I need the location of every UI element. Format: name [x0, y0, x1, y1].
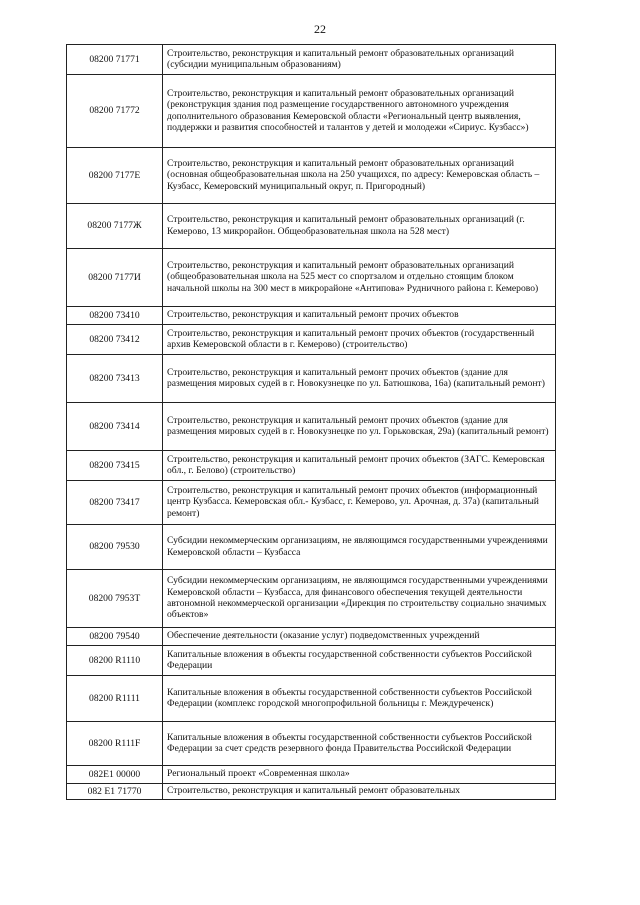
- table-row: [67, 784, 556, 800]
- row-code: 08200 R1110: [67, 646, 163, 676]
- table-row: [67, 45, 556, 75]
- row-description: Строительство, реконструкция и капитальный ремонт прочих объектов (государственный архив Кемеровской области в г. Кемерово) (строительство): [163, 325, 556, 355]
- row-code: 08200 7953Т: [67, 570, 163, 628]
- budget-classification-table: [66, 44, 556, 800]
- table-row: [67, 307, 556, 325]
- table-row: [67, 75, 556, 148]
- table-row: [67, 525, 556, 570]
- row-description: Капитальные вложения в объекты государственной собственности субъектов Российской Федерации за счет средств резервного фонда Правительства Российской Федерации: [163, 722, 556, 766]
- row-code: 08200 7177Ж: [67, 204, 163, 249]
- row-code: 08200 73417: [67, 481, 163, 525]
- row-code: 08200 7177И: [67, 249, 163, 307]
- row-description: Строительство, реконструкция и капитальный ремонт прочих объектов (здание для размещения мировых судей в г. Новокузнецке по ул. Батюшкова, 16а) (капитальный ремонт): [163, 355, 556, 403]
- row-description: Строительство, реконструкция и капитальный ремонт образовательных: [163, 784, 556, 800]
- row-description: Строительство, реконструкция и капитальный ремонт образовательных организаций (г. Кемерово, 13 микрорайон. Общеобразовательная школа на 528 мест): [163, 204, 556, 249]
- table-row: [67, 628, 556, 646]
- table-row: [67, 676, 556, 722]
- table-row: [67, 325, 556, 355]
- row-code: 08200 R111F: [67, 722, 163, 766]
- row-code: 08200 R1111: [67, 676, 163, 722]
- row-code: 08200 73413: [67, 355, 163, 403]
- row-code: 08200 73412: [67, 325, 163, 355]
- row-code: 08200 71772: [67, 75, 163, 148]
- row-description: Капитальные вложения в объекты государственной собственности субъектов Российской Федерации: [163, 646, 556, 676]
- row-code: 08200 73415: [67, 451, 163, 481]
- row-description: Субсидии некоммерческим организациям, не являющимся государственными учреждениями Кемеровской области – Кузбасса: [163, 525, 556, 570]
- table-row: [67, 646, 556, 676]
- row-code: 08200 71771: [67, 45, 163, 75]
- table-row: [67, 481, 556, 525]
- row-description: Обеспечение деятельности (оказание услуг) подведомственных учреждений: [163, 628, 556, 646]
- row-description: Региональный проект «Современная школа»: [163, 766, 556, 784]
- row-description: Строительство, реконструкция и капитальный ремонт прочих объектов: [163, 307, 556, 325]
- table-row: [67, 766, 556, 784]
- row-code: 08200 73414: [67, 403, 163, 451]
- table-row: [67, 249, 556, 307]
- row-description: Капитальные вложения в объекты государственной собственности субъектов Российской Федерации (комплекс городской многопрофильной больницы г. Междуреченск): [163, 676, 556, 722]
- row-code: 08200 7177Е: [67, 148, 163, 204]
- table-row: [67, 722, 556, 766]
- table-row: [67, 570, 556, 628]
- table-row: [67, 403, 556, 451]
- table-body: [67, 45, 556, 800]
- row-code: 08200 73410: [67, 307, 163, 325]
- table-row: [67, 451, 556, 481]
- row-code: 08200 79530: [67, 525, 163, 570]
- row-description: Строительство, реконструкция и капитальный ремонт образовательных организаций (основная общеобразовательная школа на 250 учащихся, по адресу: Кемеровская область – Кузбасс, Кемеровский муниципальный округ, п. Пригородный): [163, 148, 556, 204]
- page-number: 22: [314, 22, 326, 36]
- table-row: [67, 355, 556, 403]
- row-description: Строительство, реконструкция и капитальный ремонт образовательных организаций (общеобразовательная школа на 525 мест со спортзалом и отдельно стоящим блоком начальной школы на 300 мест в микрорайоне «Антипова» Рудничного района г. Кемерово): [163, 249, 556, 307]
- row-code: 082Е1 00000: [67, 766, 163, 784]
- row-description: Субсидии некоммерческим организациям, не являющимся государственными учреждениями Кемеровской области – Кузбасса, для финансового обеспечения текущей деятельности автономной некоммерческой организации «Дирекция по строительству социально значимых объектов»: [163, 570, 556, 628]
- row-code: 08200 79540: [67, 628, 163, 646]
- row-description: Строительство, реконструкция и капитальный ремонт образовательных организаций (реконструкция здания под размещение государственного автономного учреждения дополнительного образования Кемеровской области «Региональный центр выявления, поддержки и развития способностей и талантов у детей и молодежи «Сириус. Кузбасс»): [163, 75, 556, 148]
- table-row: [67, 204, 556, 249]
- row-description: Строительство, реконструкция и капитальный ремонт прочих объектов (здание для размещения мировых судей в г. Новокузнецке по ул. Горьковская, 29а) (капитальный ремонт): [163, 403, 556, 451]
- row-code: 082 Е1 71770: [67, 784, 163, 800]
- table-row: [67, 148, 556, 204]
- row-description: Строительство, реконструкция и капитальный ремонт прочих объектов (ЗАГС. Кемеровская обл., г. Белово) (строительство): [163, 451, 556, 481]
- row-description: Строительство, реконструкция и капитальный ремонт прочих объектов (информационный центр Кузбасса. Кемеровская обл.- Кузбасс, г. Кемерово, ул. Арочная, д. 37а) (капитальный ремонт): [163, 481, 556, 525]
- row-description: Строительство, реконструкция и капитальный ремонт образовательных организаций (субсидии муниципальным образованиям): [163, 45, 556, 75]
